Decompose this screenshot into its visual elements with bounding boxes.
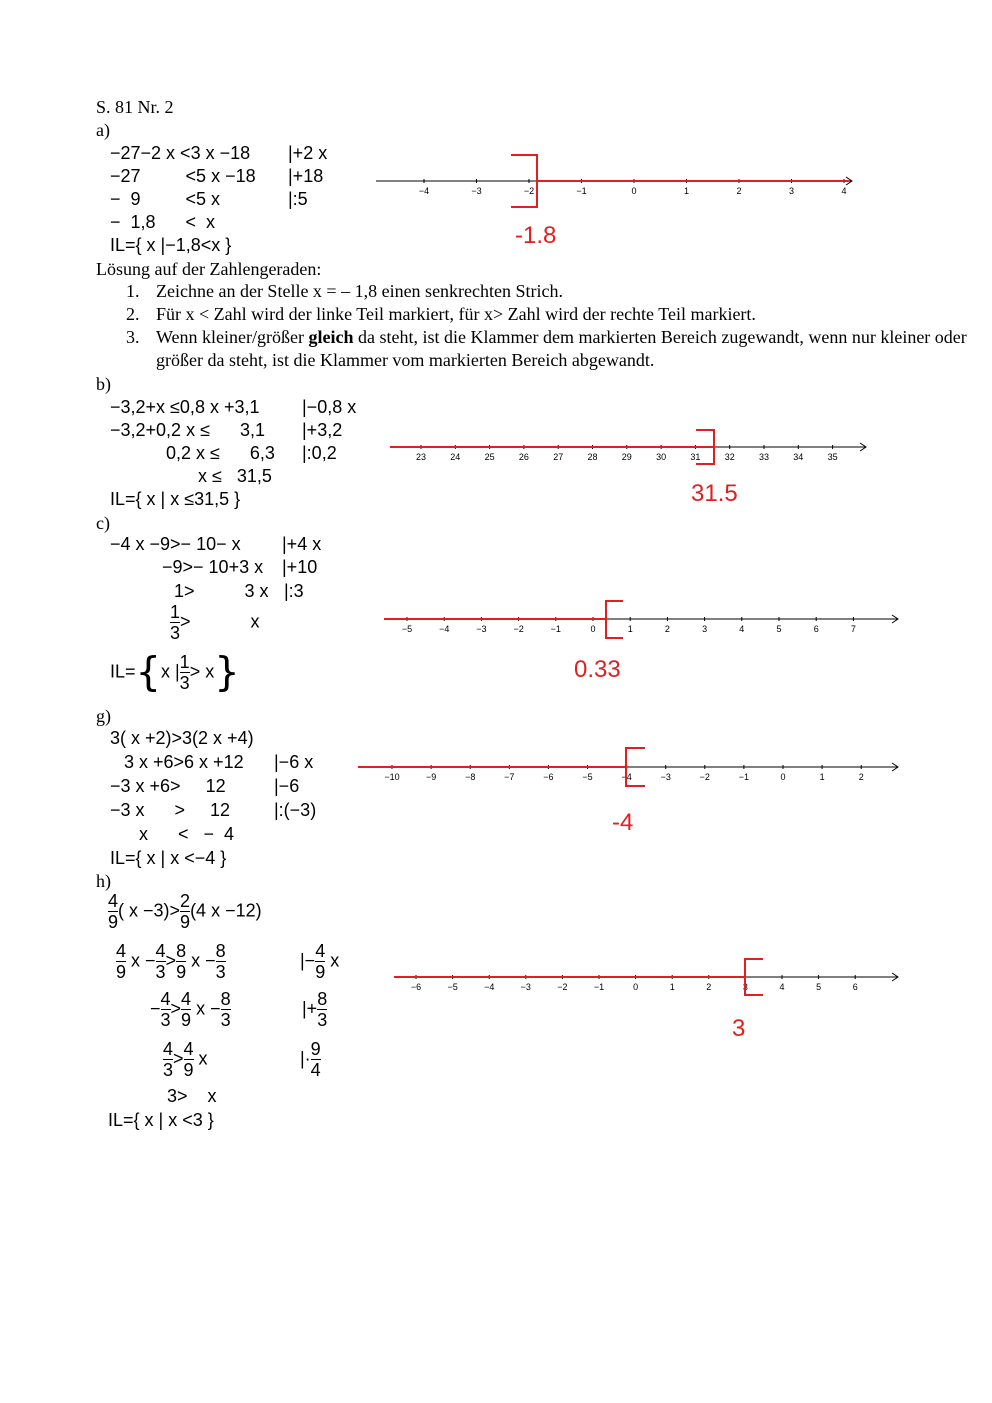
part-c-line: 1> 3 x	[174, 581, 269, 601]
part-b-label: b)	[96, 374, 111, 394]
axis-tick-label: 32	[724, 452, 735, 462]
axis-tick-label: −3	[660, 772, 671, 782]
part-b-op: |:0,2	[302, 443, 337, 463]
part-h-op: |+ $\frac{8}{3}$	[302, 989, 328, 1030]
list-item: 1. Zeichne an der Stelle x = – 1,8 einen senkrechten Strich.	[126, 281, 564, 301]
axis-tick-label: −1	[576, 186, 587, 196]
axis-tick-label: −3	[471, 186, 482, 196]
part-g-line: −3 x +6> 12	[110, 776, 226, 796]
axis-tick-label: 2	[706, 982, 712, 992]
axis-tick-label: −4	[484, 982, 495, 992]
axis-tick-label: −4	[621, 772, 632, 782]
part-c-label: c)	[96, 513, 110, 533]
axis-tick-label: 0	[633, 982, 639, 992]
part-h-solution: IL={ x | x <3 }	[108, 1110, 214, 1130]
axis-tick-label: −2	[523, 186, 535, 196]
part-h-op: |− $\frac{4}{9}$ x	[300, 941, 340, 982]
marker-value-c: 0.33	[574, 656, 621, 683]
axis-tick-label: 3	[788, 186, 795, 196]
axis-tick-label: 4	[779, 982, 785, 992]
part-a-line: − 1,8 < x	[110, 212, 216, 232]
axis-tick-label: 1	[683, 186, 690, 196]
list-item: 2. Für x < Zahl wird der linke Teil markiert, für x> Zahl wird der rechte Teil markiert.	[126, 304, 756, 324]
part-b-line: 0,2 x ≤ 6,3	[166, 443, 275, 463]
axis-tick-label: 1	[819, 772, 825, 782]
axis-tick-label: 0	[631, 186, 637, 196]
axis-tick-label: −4	[418, 186, 430, 196]
part-h-line: $\frac{4}{9}$ ( x −3)> $\frac{2}{9}$ (4 x −12)	[108, 891, 262, 932]
part-a-solution: IL={ x |−1,8<x }	[110, 235, 232, 255]
part-b-line: −3,2+0,2 x ≤ 3,1	[110, 420, 265, 440]
axis-tick-label: 6	[852, 982, 858, 992]
part-a-op: |:5	[288, 189, 308, 209]
part-g-op: |−6	[274, 776, 300, 796]
axis-tick-label: 26	[518, 452, 529, 462]
part-h-line: 3> x	[167, 1086, 217, 1106]
axis-tick-label: 4	[739, 624, 745, 634]
axis-tick-label: 2	[736, 186, 742, 196]
part-g-line: 3 x +6>6 x +12	[124, 752, 244, 772]
axis-tick-label: 1	[669, 982, 675, 992]
part-h-op: |· $\frac{9}{4}$	[300, 1039, 321, 1080]
axis-tick-label: 2	[858, 772, 864, 782]
part-h-line: − $\frac{4}{3}$ > $\frac{4}{9}$ x − $\frac{8}{3}$	[150, 989, 231, 1030]
axis-tick-label: −6	[410, 982, 422, 992]
axis-tick-label: 6	[813, 624, 819, 634]
axis-tick-label: 5	[776, 624, 782, 634]
part-a-op: |+2 x	[288, 143, 328, 163]
axis-tick-label: −5	[401, 624, 413, 634]
marker-value-g: -4	[612, 809, 634, 836]
part-c-op: |+10	[282, 557, 318, 577]
axis-tick-label: 30	[656, 452, 667, 462]
axis-tick-label: −8	[465, 772, 476, 782]
axis-tick-label: 27	[553, 452, 564, 462]
axis-tick-label: −2	[513, 624, 524, 634]
part-c-line: −4 x −9>− 10− x	[110, 534, 241, 554]
axis-tick-label: 29	[621, 452, 632, 462]
part-c-op: |:3	[284, 581, 304, 601]
part-a-line: −27−2 x <3 x −18	[110, 143, 251, 163]
part-g-line: x < − 4	[139, 824, 235, 844]
part-a-label: a)	[96, 120, 110, 140]
axis-tick-label: 24	[450, 452, 461, 462]
part-g-solution: IL={ x | x <−4 }	[110, 848, 227, 868]
marker-value-b: 31.5	[691, 480, 738, 507]
part-h-line: $\frac{4}{3}$ > $\frac{4}{9}$ x	[163, 1039, 208, 1080]
number-line-intro: Lösung auf der Zahlengeraden:	[96, 259, 322, 279]
part-c-line: −9>− 10+3 x	[162, 557, 264, 577]
axis-tick-label: 35	[827, 452, 838, 462]
exercise-header: S. 81 Nr. 2	[96, 97, 174, 117]
list-item: 3. Wenn kleiner/größer gleich da steht, ist die Klammer dem markierten Bereich zugewandt, wenn nur kleiner oder größer da steht, ist die Klammer vom markierten Bereich abgewandt.	[126, 327, 967, 370]
axis-tick-label: −3	[520, 982, 531, 992]
axis-tick-label: 2	[664, 624, 670, 634]
axis-tick-label: −2	[557, 982, 568, 992]
axis-tick-label: 5	[816, 982, 822, 992]
axis-tick-label: 1	[627, 624, 633, 634]
part-c-op: |+4 x	[282, 534, 322, 554]
axis-tick-label: 3	[702, 624, 708, 634]
part-b-solution: IL={ x | x ≤31,5 }	[110, 489, 241, 509]
axis-tick-label: −6	[543, 772, 554, 782]
axis-tick-label: −3	[476, 624, 487, 634]
part-h-line: $\frac{4}{9}$ x − $\frac{4}{3}$ > $\frac{8}{9}$ x − $\frac{8}{3}$	[116, 941, 226, 982]
part-g-label: g)	[96, 706, 111, 726]
axis-tick-label: −5	[447, 982, 458, 992]
part-g-op: |−6 x	[274, 752, 314, 772]
part-g-line: −3 x > 12	[110, 800, 231, 820]
axis-tick-label: −9	[425, 772, 437, 782]
axis-tick-label: −4	[439, 624, 450, 634]
part-b-op: |−0,8 x	[302, 397, 357, 417]
part-b-line: x ≤ 31,5	[198, 466, 272, 486]
part-b-op: |+3,2	[302, 420, 343, 440]
part-c-fraction-line: $\frac{1}{3}$ > x	[170, 602, 260, 643]
part-b-line: −3,2+x ≤0,8 x +3,1	[110, 397, 260, 417]
part-g-op: |:(−3)	[274, 800, 317, 820]
axis-tick-label: 25	[484, 452, 495, 462]
axis-tick-label: 33	[758, 452, 770, 462]
axis-tick-label: 31	[690, 452, 701, 462]
axis-tick-label: −1	[738, 772, 750, 782]
axis-tick-label: −10	[384, 772, 400, 782]
axis-tick-label: 7	[850, 624, 856, 634]
part-a-line: − 9 <5 x	[110, 189, 221, 209]
axis-tick-label: −1	[593, 982, 605, 992]
part-g-line: 3( x +2)>3(2 x +4)	[110, 728, 254, 748]
axis-tick-label: 0	[590, 624, 596, 634]
axis-tick-label: 28	[587, 452, 598, 462]
axis-tick-label: 4	[841, 186, 847, 196]
axis-tick-label: −5	[582, 772, 593, 782]
marker-value-a: -1.8	[515, 222, 557, 249]
part-a-line: −27 <5 x −18	[110, 166, 256, 186]
part-c-solution: IL={x | $\frac{1}{3}$ > x}	[110, 649, 240, 696]
axis-tick-label: 23	[415, 452, 427, 462]
axis-tick-label: −2	[699, 772, 710, 782]
part-a-op: |+18	[288, 166, 324, 186]
marker-value-h: 3	[732, 1015, 746, 1042]
axis-tick-label: 0	[780, 772, 786, 782]
axis-tick-label: 3	[742, 982, 748, 992]
part-h-label: h)	[96, 871, 111, 891]
axis-tick-label: −7	[504, 772, 515, 782]
axis-tick-label: 34	[793, 452, 804, 462]
axis-tick-label: −1	[550, 624, 561, 634]
